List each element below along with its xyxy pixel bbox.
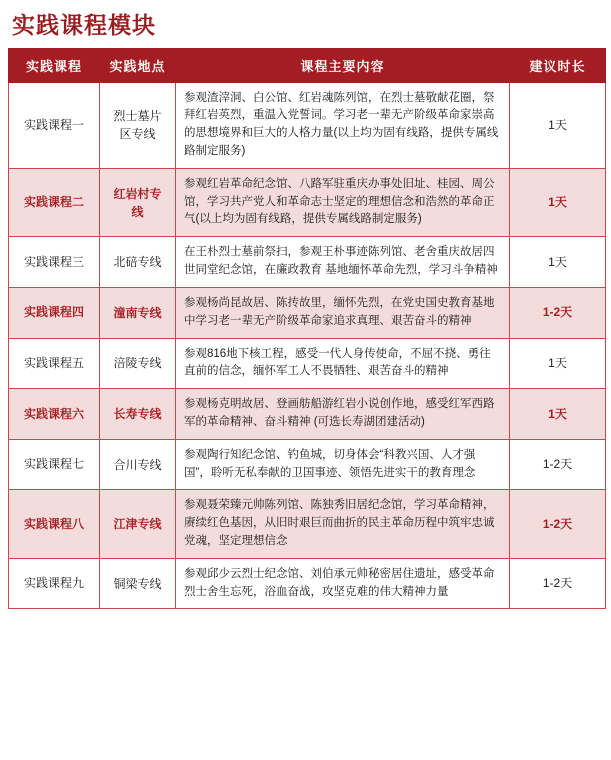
table-row — [9, 558, 606, 609]
cell-course: 实践课程七 — [9, 439, 100, 490]
cell-place: 长寿专线 — [100, 389, 176, 440]
cell-course: 实践课程六 — [9, 389, 100, 440]
cell-duration: 1-2天 — [510, 558, 606, 609]
cell-content: 参观陶行知纪念馆、钓鱼城，切身体会“科教兴国、人才强国”，聆听无私奉献的卫国事迹、领悟先进实干的教育理念 — [176, 439, 510, 490]
cell-content: 参观杨克明故居、登画舫船游红岩小说创作地，感受红军西路军的革命精神、奋斗精神 (可选长寿湖团建活动) — [176, 389, 510, 440]
cell-duration: 1天 — [510, 389, 606, 440]
cell-course: 实践课程二 — [9, 168, 100, 236]
table-header — [9, 48, 606, 82]
cell-course: 实践课程三 — [9, 237, 100, 288]
table-row — [9, 168, 606, 236]
table-row — [9, 82, 606, 168]
cell-duration: 1天 — [510, 168, 606, 236]
cell-duration: 1-2天 — [510, 439, 606, 490]
table-row — [9, 490, 606, 558]
table-header-row — [9, 48, 606, 82]
cell-content: 参观816地下核工程，感受一代人身传使命，不屈不挠、勇往直前的信念，缅怀军工人不畏牺牲、艰苦奋斗的精神 — [176, 338, 510, 389]
page-title: 实践课程模块 — [12, 12, 156, 38]
table-body — [9, 82, 606, 609]
cell-place: 涪陵专线 — [100, 338, 176, 389]
cell-duration: 1天 — [510, 338, 606, 389]
cell-course: 实践课程九 — [9, 558, 100, 609]
cell-content: 在王朴烈士墓前祭扫，参观王朴事迹陈列馆、老舍重庆故居四世同堂纪念馆，在廉政教育 基地缅怀革命先烈，学习斗争精神 — [176, 237, 510, 288]
cell-content: 参观红岩革命纪念馆、八路军驻重庆办事处旧址、桂园、周公馆，学习共产党人和革命志士坚定的理想信念和浩然的革命正气(以上均为固有线路，提供专属线路制定服务) — [176, 168, 510, 236]
column-header-duration: 建议时长 — [510, 48, 606, 82]
cell-content: 参观杨尚昆故居、陈抟故里，缅怀先烈，在党史国史教育基地中学习老一辈无产阶级革命家追求真理、艰苦奋斗的精神 — [176, 287, 510, 338]
cell-content: 参观渣滓洞、白公馆、红岩魂陈列馆，在烈士墓敬献花圈，祭拜红岩英烈，重温入党誓词。学习老一辈无产阶级革命家崇高的思想境界和巨大的人格力量(以上均为固有线路，提供专属线路制定服务) — [176, 82, 510, 168]
cell-course: 实践课程五 — [9, 338, 100, 389]
cell-place: 合川专线 — [100, 439, 176, 490]
column-header-course: 实践课程 — [9, 48, 100, 82]
cell-course: 实践课程八 — [9, 490, 100, 558]
cell-duration: 1天 — [510, 82, 606, 168]
cell-place: 铜梁专线 — [100, 558, 176, 609]
cell-duration: 1天 — [510, 237, 606, 288]
cell-place: 烈士墓片区专线 — [100, 82, 176, 168]
cell-content: 参观邱少云烈士纪念馆、刘伯承元帅秘密居住遗址，感受革命烈士舍生忘死，浴血奋战，攻坚克难的伟大精神力量 — [176, 558, 510, 609]
practice-course-table — [8, 48, 606, 610]
cell-place: 红岩村专线 — [100, 168, 176, 236]
cell-place: 江津专线 — [100, 490, 176, 558]
cell-place: 北碚专线 — [100, 237, 176, 288]
cell-content: 参观聂荣臻元帅陈列馆、陈独秀旧居纪念馆，学习革命精神，赓续红色基因，从旧时艰巨而曲折的民主革命历程中筑牢忠诚党魂，坚定理想信念 — [176, 490, 510, 558]
table-row — [9, 389, 606, 440]
cell-duration: 1-2天 — [510, 490, 606, 558]
column-header-content: 课程主要内容 — [176, 48, 510, 82]
cell-course: 实践课程一 — [9, 82, 100, 168]
table-row — [9, 237, 606, 288]
table-row — [9, 439, 606, 490]
cell-duration: 1-2天 — [510, 287, 606, 338]
column-header-place: 实践地点 — [100, 48, 176, 82]
table-row — [9, 287, 606, 338]
table-row — [9, 338, 606, 389]
cell-course: 实践课程四 — [9, 287, 100, 338]
cell-place: 潼南专线 — [100, 287, 176, 338]
